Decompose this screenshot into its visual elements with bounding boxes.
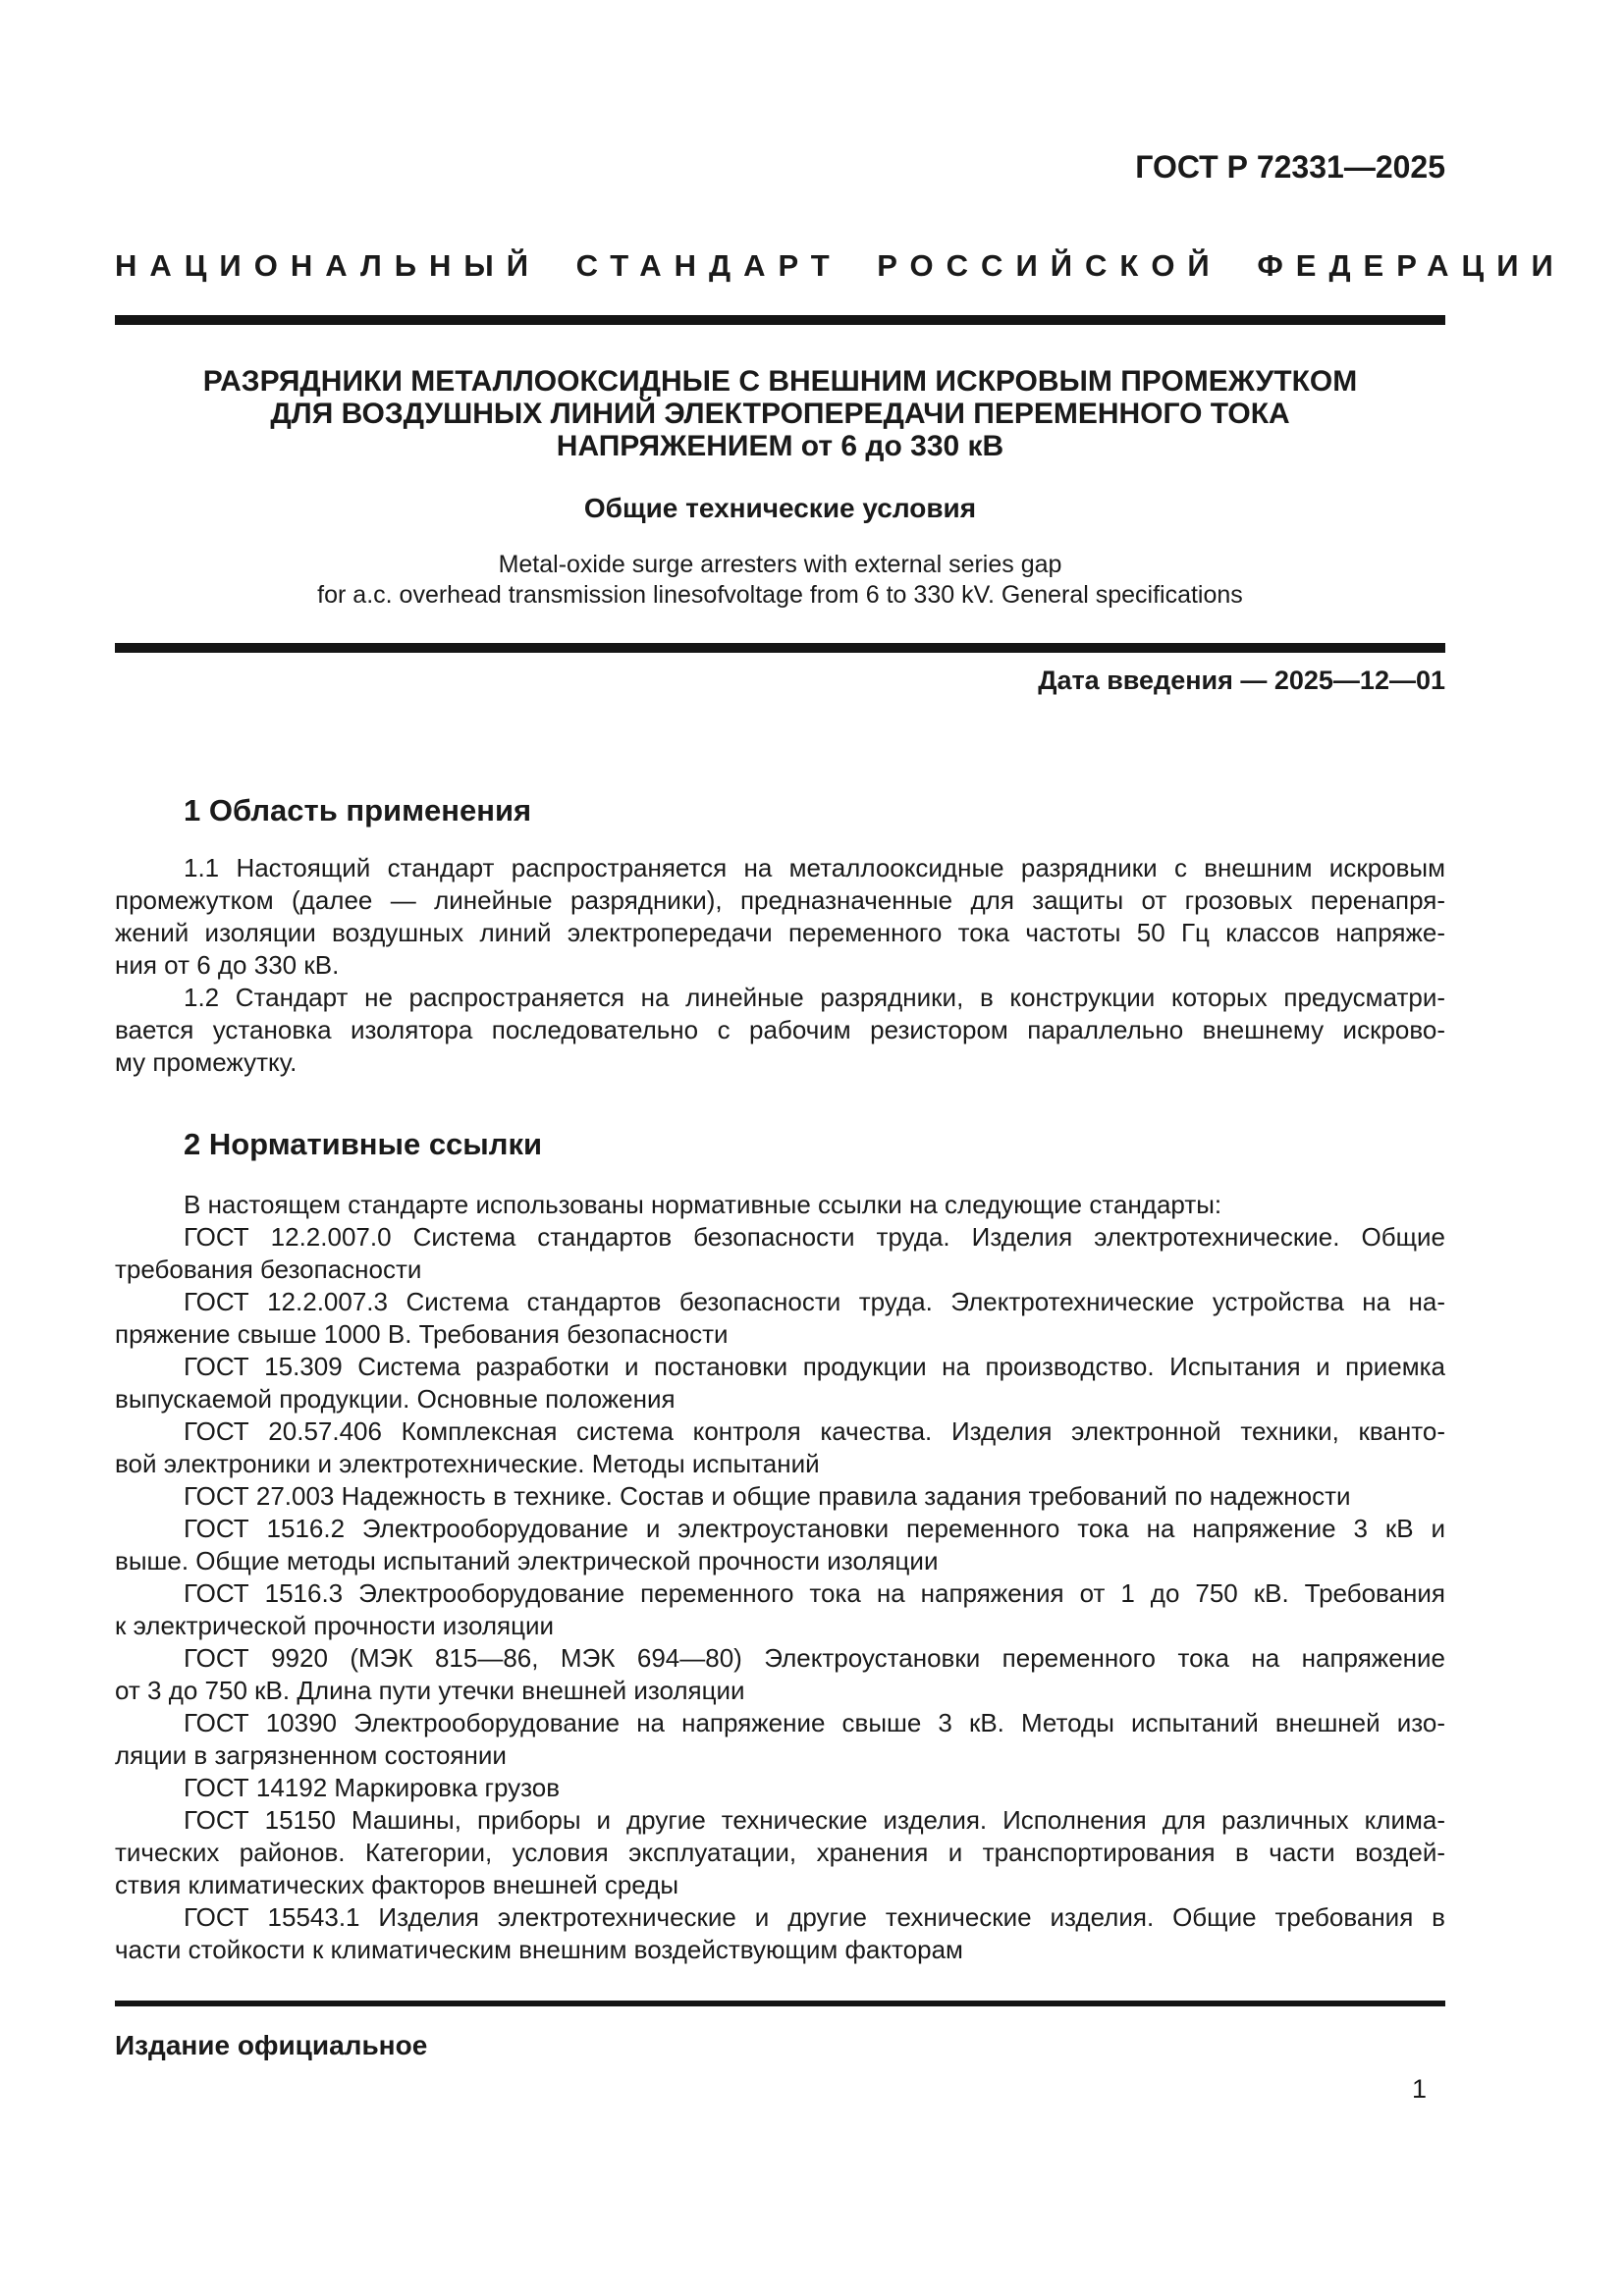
- text-line: НАПРЯЖЕНИЕМ от 6 до 330 кВ: [556, 430, 1004, 462]
- text-line: ГОСТ 20.57.406 Комплексная система контроля качества. Изделия электронной техники, кванто-: [184, 1416, 1445, 1446]
- text-line: ГОСТ 15.309 Система разработки и постановки продукции на производство. Испытания и приемка: [184, 1352, 1445, 1381]
- text-line: пряжение свыше 1000 В. Требования безопасности: [115, 1319, 729, 1349]
- section-body-normative-references: [115, 1189, 1445, 1966]
- text-line: жений изоляции воздушных линий электропередачи переменного тока частоты 50 Гц классов напряже-: [115, 918, 1445, 947]
- paragraph: [115, 1415, 1445, 1480]
- paragraph: [115, 982, 1445, 1079]
- paragraph: [115, 1480, 1445, 1513]
- effective-date: Дата введения — 2025—12—01: [1038, 666, 1445, 695]
- text-line: выше. Общие методы испытаний электрической прочности изоляции: [115, 1546, 939, 1575]
- text-line: от 3 до 750 кВ. Длина пути утечки внешней изоляции: [115, 1676, 745, 1705]
- header-rule: [115, 315, 1445, 325]
- text-line: ГОСТ 14192 Маркировка грузов: [184, 1773, 561, 1802]
- page-number: 1: [1411, 2074, 1427, 2104]
- text-line: тических районов. Категории, условия эксплуатации, хранения и транспортирования в части воздей-: [115, 1838, 1445, 1867]
- text-line: ляции в загрязненном состоянии: [115, 1740, 507, 1770]
- section-heading-scope: 1 Область применения: [184, 793, 532, 828]
- text-line: ГОСТ 10390 Электрооборудование на напряжение свыше 3 кВ. Методы испытаний внешней изо-: [184, 1708, 1445, 1737]
- paragraph: [115, 1804, 1445, 1901]
- edition-note: Издание официальное: [115, 2030, 428, 2060]
- text-line: РАЗРЯДНИКИ МЕТАЛЛООКСИДНЫЕ С ВНЕШНИМ ИСКРОВЫМ ПРОМЕЖУТКОМ: [202, 365, 1358, 398]
- paragraph: [115, 1221, 1445, 1286]
- paragraph: [115, 852, 1445, 982]
- text-line: 1.1 Настоящий стандарт распространяется на металлооксидные разрядники с внешним искровым: [184, 853, 1445, 882]
- text-line: ния от 6 до 330 кВ.: [115, 950, 340, 980]
- text-line: 1.2 Стандарт не распространяется на линейные разрядники, в конструкции которых предусматри-: [184, 983, 1445, 1012]
- text-line: ГОСТ 15150 Машины, приборы и другие технические изделия. Исполнения для различных клима-: [184, 1805, 1445, 1835]
- paragraph: [115, 1901, 1445, 1966]
- text-line: ГОСТ 15543.1 Изделия электротехнические и другие технические изделия. Общие требования в: [184, 1902, 1445, 1932]
- paragraph: [115, 1642, 1445, 1707]
- text-line: му промежутку.: [115, 1047, 298, 1077]
- text-line: ствия климатических факторов внешней среды: [115, 1870, 679, 1899]
- document-title: [115, 365, 1445, 462]
- text-line: ГОСТ 9920 (МЭК 815—86, МЭК 694—80) Электроустановки переменного тока на напряжение: [184, 1643, 1445, 1673]
- text-line: выпускаемой продукции. Основные положения: [115, 1384, 676, 1414]
- text-line: части стойкости к климатическим внешним воздействующим факторам: [115, 1935, 963, 1964]
- text-line: вается установка изолятора последовательно с рабочим резистором параллельно внешнему искрово-: [115, 1015, 1445, 1044]
- text-line: ГОСТ 1516.2 Электрооборудование и электроустановки переменного тока на напряжение 3 кВ и: [184, 1514, 1445, 1543]
- document-title-english: [115, 550, 1445, 611]
- text-line: ГОСТ 12.2.007.0 Система стандартов безопасности труда. Изделия электротехнические. Общие: [184, 1222, 1445, 1252]
- text-line: ГОСТ 1516.3 Электрооборудование переменного тока на напряжения от 1 до 750 кВ. Требования: [184, 1578, 1445, 1608]
- section-body-scope: [115, 852, 1445, 1079]
- paragraph: [115, 1513, 1445, 1577]
- standard-type-banner: НАЦИОНАЛЬНЫЙ СТАНДАРТ РОССИЙСКОЙ ФЕДЕРАЦИИ: [115, 248, 1566, 283]
- paragraph: [115, 1707, 1445, 1772]
- document-number: ГОСТ Р 72331—2025: [1135, 149, 1445, 185]
- paragraph: [115, 1189, 1445, 1221]
- footer-rule: [115, 2001, 1445, 2006]
- paragraph: [115, 1772, 1445, 1804]
- text-line: требования безопасности: [115, 1255, 422, 1284]
- text-line: промежутком (далее — линейные разрядники), предназначенные для защиты от грозовых перенапря-: [115, 885, 1445, 915]
- text-line: к электрической прочности изоляции: [115, 1611, 555, 1640]
- text-line: ГОСТ 12.2.007.3 Система стандартов безопасности труда. Электротехнические устройства на на-: [184, 1287, 1445, 1316]
- text-line: вой электроники и электротехнические. Методы испытаний: [115, 1449, 820, 1478]
- paragraph: [115, 1577, 1445, 1642]
- text-line: Metal-oxide surge arresters with external series gap: [498, 551, 1062, 578]
- title-rule: [115, 643, 1445, 653]
- paragraph: [115, 1351, 1445, 1415]
- text-line: В настоящем стандарте использованы нормативные ссылки на следующие стандарты:: [184, 1190, 1222, 1219]
- text-line: for a.c. overhead transmission linesofvoltage from 6 to 330 kV. General specifications: [317, 581, 1243, 609]
- paragraph: [115, 1286, 1445, 1351]
- text-line: ДЛЯ ВОЗДУШНЫХ ЛИНИЙ ЭЛЕКТРОПЕРЕДАЧИ ПЕРЕМЕННОГО ТОКА: [270, 398, 1290, 430]
- text-line: ГОСТ 27.003 Надежность в технике. Состав и общие правила задания требований по надежности: [184, 1481, 1351, 1511]
- section-heading-normative-references: 2 Нормативные ссылки: [184, 1127, 543, 1161]
- document-subtitle: Общие технические условия: [583, 493, 977, 523]
